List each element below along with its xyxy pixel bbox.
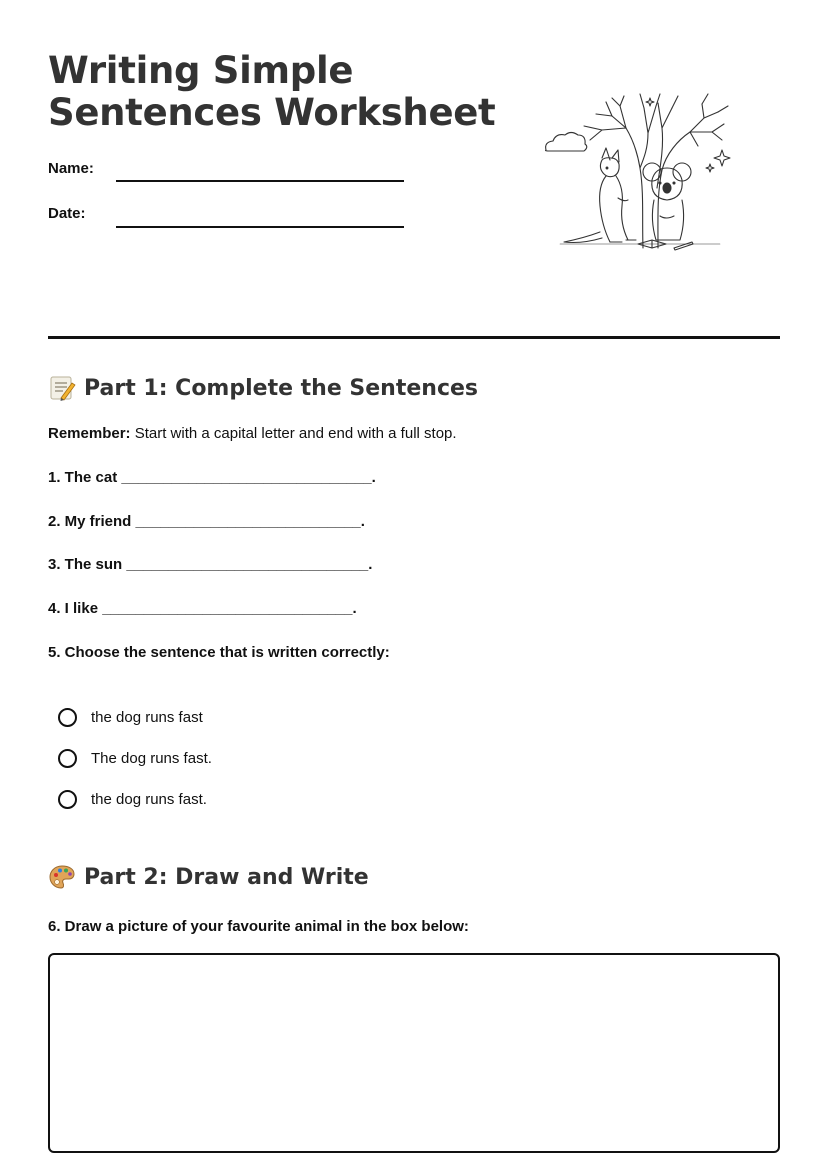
question-4[interactable]: 4. I like ______________________________. <box>48 600 357 617</box>
kangaroo-koala-tree-illustration <box>540 88 740 268</box>
part1-heading <box>48 374 478 402</box>
question-3[interactable]: 3. The sun _____________________________. <box>48 556 373 573</box>
title-line-2: Sentences Worksheet <box>48 91 496 134</box>
worksheet-title <box>48 50 495 134</box>
drawing-box[interactable] <box>48 953 780 1153</box>
artist-palette-icon <box>48 863 76 891</box>
question-2[interactable]: 2. My friend ___________________________. <box>48 513 365 530</box>
radio-button-3[interactable] <box>58 790 77 809</box>
memo-icon <box>48 374 76 402</box>
title-line-1: Writing Simple <box>48 49 354 92</box>
option-3[interactable] <box>58 790 207 809</box>
option-2-label: The dog runs fast. <box>91 750 212 767</box>
remember-label: Remember: <box>48 425 131 442</box>
question-6: 6. Draw a picture of your favourite animal in the box below: <box>48 918 469 935</box>
name-line[interactable] <box>116 180 404 182</box>
radio-button-1[interactable] <box>58 708 77 727</box>
section-divider <box>48 336 780 339</box>
part2-heading <box>48 863 369 891</box>
date-line[interactable] <box>116 226 404 228</box>
part1-heading-text: Part 1: Complete the Sentences <box>84 375 479 401</box>
option-1-label: the dog runs fast <box>91 709 203 726</box>
part2-heading-text: Part 2: Draw and Write <box>84 864 369 890</box>
question-1[interactable]: 1. The cat ______________________________. <box>48 469 376 486</box>
remember-text: Start with a capital letter and end with a full stop. <box>130 425 457 442</box>
remember-note <box>48 425 457 442</box>
radio-button-2[interactable] <box>58 749 77 768</box>
option-2[interactable] <box>58 749 212 768</box>
option-3-label: the dog runs fast. <box>91 791 207 808</box>
name-label: Name: <box>48 160 94 177</box>
question-5: 5. Choose the sentence that is written correctly: <box>48 644 390 661</box>
option-1[interactable] <box>58 708 203 727</box>
date-label: Date: <box>48 205 86 222</box>
